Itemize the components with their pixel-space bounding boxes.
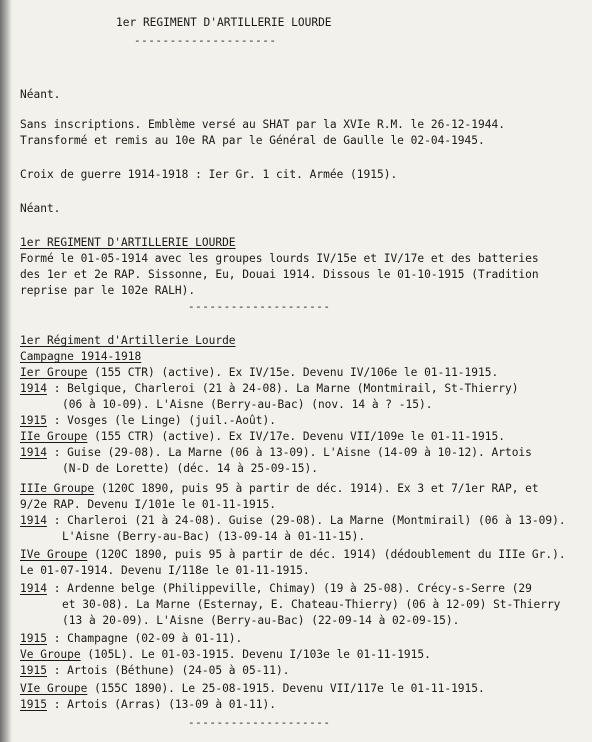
group-name: IIIe Groupe — [20, 482, 95, 495]
page-title: 1er REGIMENT D'ARTILLERIE LOURDE — [116, 16, 332, 29]
text-line: 9/2e RAP. Devenu I/101e le 01-11-1915. — [20, 498, 276, 511]
title-separator: -------------------- — [134, 34, 277, 47]
campaign-line: 1914 : Ardenne belge (Philippeville, Chimay) (19 à 25-08). Crécy-s-Serre (29 — [20, 582, 532, 595]
campaign-line: 1914 : Guise (29-08). La Marne (06 à 13-09). L'Aisne (14-09 à 10-12). Artois — [20, 446, 532, 459]
group-name: IIe Groupe — [20, 430, 88, 443]
group-line: Ve Groupe (105L). Le 01-03-1915. Devenu I/103e le 01-11-1915. — [20, 648, 431, 661]
group-line: IIe Groupe (155 CTR) (active). Ex IV/17e. Devenu VII/109e le 01-11-1915. — [20, 430, 505, 443]
group-name: IVe Groupe — [20, 548, 88, 561]
campaign-line: (06 à 10-09). L'Aisne (Berry-au-Bac) (nov. 14 à ? -15). — [62, 398, 433, 411]
campaign-year: 1915 — [20, 414, 47, 427]
text-line: Néant. — [20, 202, 61, 215]
group-line: VIe Groupe (155C 1890). Le 25-08-1915. Devenu VII/117e le 01-11-1915. — [20, 682, 485, 695]
text-line: Croix de guerre 1914-1918 : Ier Gr. 1 cit. Armée (1915). — [20, 168, 398, 181]
group-line: IIIe Groupe (120C 1890, puis 95 à partir de déc. 1914). Ex 3 et 7/1er RAP, et — [20, 482, 539, 495]
campaign-year: 1915 — [20, 698, 47, 711]
section-separator: -------------------- — [188, 716, 331, 729]
campaign-year: 1914 — [20, 446, 47, 459]
page-shadow-edge — [0, 0, 12, 742]
group-line: Ier Groupe (155 CTR) (active). Ex IV/15e. Devenu IV/106e le 01-11-1915. — [20, 366, 499, 379]
campaign-year: 1914 — [20, 514, 47, 527]
group-line: IVe Groupe (120C 1890, puis 95 à partir de déc. 1914) (dédoublement du IIIe Gr.). — [20, 548, 566, 561]
campaign-line: 1915 : Champagne (02-09 à 01-11). — [20, 632, 243, 645]
text-line: Néant. — [20, 88, 61, 101]
group-name: Ve Groupe — [20, 648, 81, 661]
campaign-heading: Campagne 1914-1918 — [20, 350, 142, 363]
campaign-year: 1914 — [20, 582, 47, 595]
campaign-line: 1914 : Charleroi (21 à 24-08). Guise (29-08). La Marne (Montmirail) (06 à 13-09). — [20, 514, 566, 527]
campaign-year: 1915 — [20, 632, 47, 645]
text-line: Formé le 01-05-1914 avec les groupes lourds IV/15e et IV/17e et des batteries — [20, 252, 539, 265]
section-separator: -------------------- — [188, 300, 331, 313]
campaign-line: 1915 : Artois (Arras) (13-09 à 01-11). — [20, 698, 276, 711]
text-line: Sans inscriptions. Emblème versé au SHAT par la XVIe R.M. le 26-12-1944. — [20, 118, 505, 131]
campaign-line: 1915 : Vosges (le Linge) (juil.-Août). — [20, 414, 276, 427]
campaign-year: 1915 — [20, 664, 47, 677]
campaign-year: 1914 — [20, 382, 47, 395]
campaign-line: et 30-08). La Marne (Esternay, E. Chateau-Thierry) (06 à 12-09) St-Thierry — [62, 598, 561, 611]
campaign-line: 1915 : Artois (Béthune) (24-05 à 05-11). — [20, 664, 290, 677]
campaign-line: 1914 : Belgique, Charleroi (21 à 24-08). La Marne (Montmirail, St-Thierry) — [20, 382, 519, 395]
group-name: VIe Groupe — [20, 682, 88, 695]
campaign-line: L'Aisne (Berry-au-Bac) (13-09-14 à 01-11-15). — [62, 530, 366, 543]
campaign-line: (13 à 20-09). L'Aisne (Berry-au-Bac) (22-09-14 à 02-09-15). — [62, 614, 460, 627]
text-line: reprise par le 102e RALH). — [20, 284, 196, 297]
text-line: Le 01-07-1914. Devenu I/118e le 01-11-1915. — [20, 564, 310, 577]
section-heading: 1er REGIMENT D'ARTILLERIE LOURDE — [20, 236, 236, 249]
text-line: Transformé et remis au 10e RA par le Général de Gaulle le 02-04-1945. — [20, 134, 485, 147]
text-line: des 1er et 2e RAP. Sissonne, Eu, Douai 1914. Dissous le 01-10-1915 (Tradition — [20, 268, 539, 281]
section-heading: 1er Régiment d'Artillerie Lourde — [20, 334, 236, 347]
campaign-line: (N-D de Lorette) (déc. 14 à 25-09-15). — [62, 462, 318, 475]
group-name: Ier Groupe — [20, 366, 88, 379]
